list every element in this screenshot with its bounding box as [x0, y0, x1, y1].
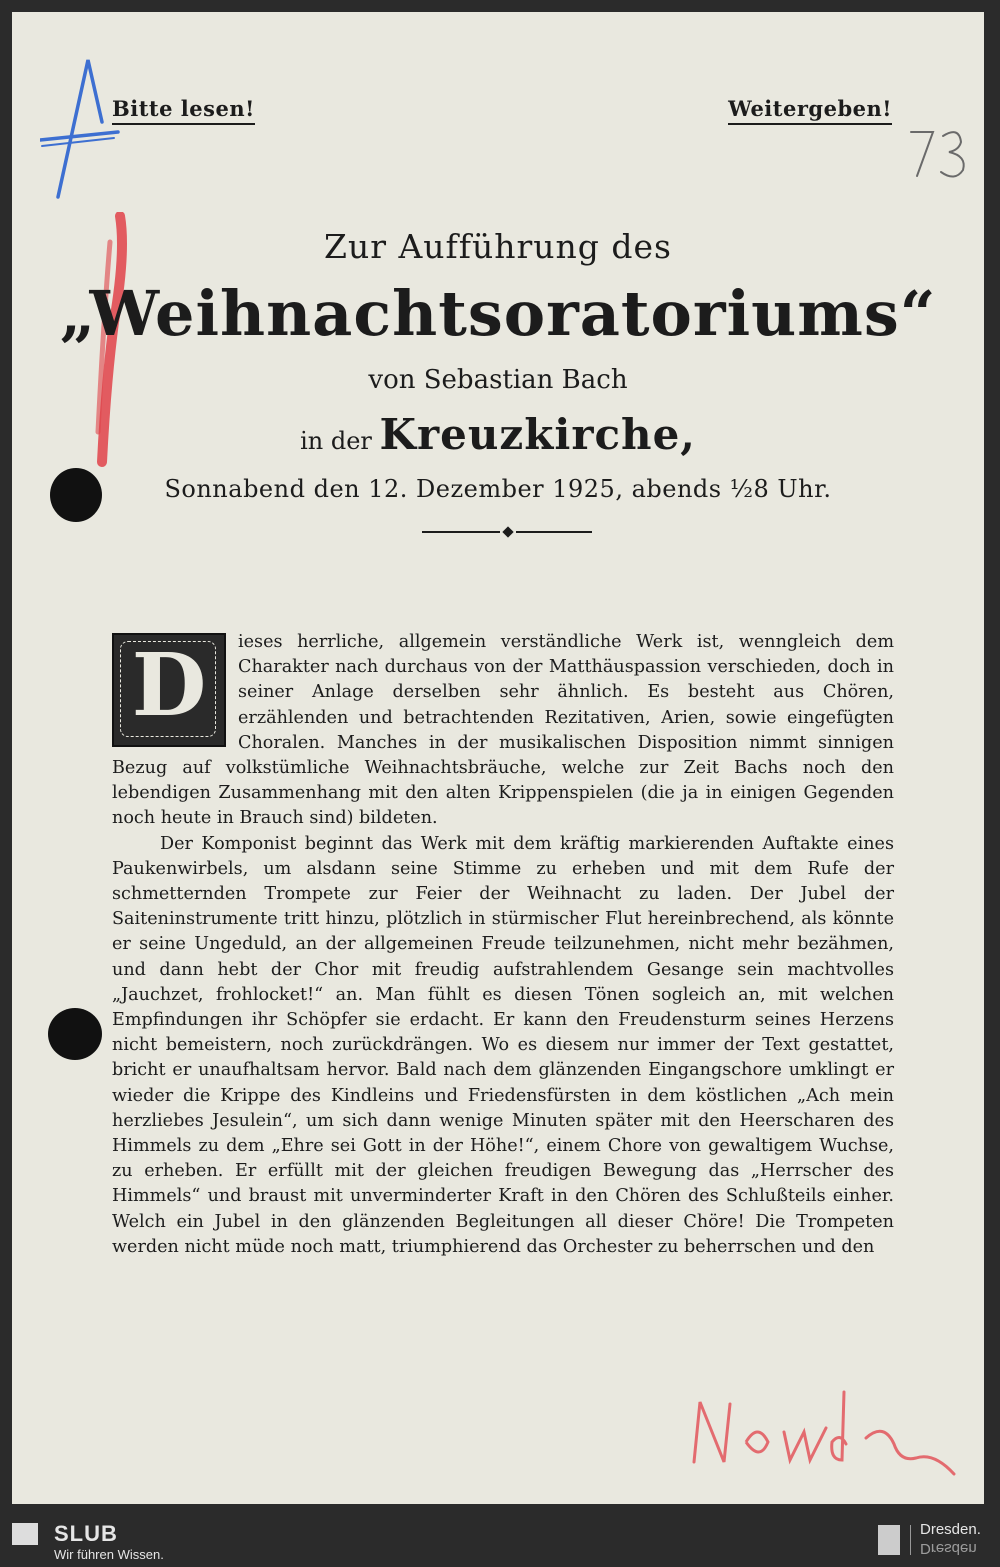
title-main: „Weihnachtsoratoriums“	[59, 277, 937, 350]
initial-letter: D	[131, 635, 207, 736]
footer-brand: SLUB	[54, 1521, 118, 1546]
title-date: Sonnabend den 12. Dezember 1925, abends ½8 Uhr.	[164, 475, 832, 503]
footer-tagline: Wir führen Wissen.	[54, 1547, 164, 1562]
red-pencil-signature	[680, 1382, 970, 1492]
paragraph-2: Der Komponist beginnt das Werk mit dem kräftig markierenden Auftakte eines Paukenwirbels, um alsdann seine Stimme zu erheben und mit dem Rufe der schmetternden Trompete zur Feier der Weihnacht zu laden. Der Jubel der Saiteninstrumente tritt hinzu, plötzlich in stürmischer Flut hereinbrechend, als könnte er seine Ungeduld, an der allgemeinen Freude teilzunehmen, nicht mehr bezähmen, und dann hebt der Chor mit freudig aufstrahlendem Gesange sein machtvolles „Jauchzet, frohlocket!“ an. Man fühlt es diesen Tönen sogleich an, mit welchen Empfindungen ihr Schöpfer sie erdacht. Er kann den Freudensturm seines Herzens nicht bemeistern, noch zurückdrängen. Wo es diesem nur immer der Text gestattet, bricht er unaufhaltsam hervor. Bald nach dem glänzenden Eingangschore umklingt er wieder die Krippe des Kindleins und Friedensfürsten in dem köstlichen „Ach mein herzliebes Jesulein“, um sich dann wenige Minuten später mit den Heerscharen des Himmels zu dem „Ehre sei Gott in der Höhe!“, einem Chore von gewaltigem Wuchse, zu erheben. Er erfüllt mit der gleichen freudigen Bewegung das „Herrscher des Himmels“ und braust mit unverminderter Kraft in den Chören des Schlußteils einher. Welch ein Jubel in den glänzenden Begleitungen all dieser Chöre! Die Trompeten werden nicht müde noch matt, triumphierend das Orchester zu beherrschen und den	[112, 833, 894, 1257]
title-line-1: Zur Aufführung des	[324, 227, 672, 266]
decorated-initial	[112, 633, 226, 747]
dresden-crest-icon	[878, 1525, 900, 1555]
ornamental-divider	[422, 525, 592, 539]
note-please-read: Bitte lesen!	[112, 96, 255, 125]
title-venue	[12, 410, 984, 459]
scan-frame-top	[0, 0, 1000, 12]
handwritten-a-mark	[40, 52, 120, 202]
footer-city-name: Dresden.	[920, 1521, 981, 1538]
footer-city	[920, 1521, 981, 1557]
document-page	[12, 12, 984, 1504]
note-pass-on: Weitergeben!	[728, 96, 892, 125]
footer-city-mirror: Dresden	[920, 1540, 977, 1557]
body-text	[112, 630, 894, 1260]
handwritten-sheet-number	[907, 124, 977, 184]
title-venue-name: Kreuzkirche,	[379, 410, 696, 459]
punch-hole-bottom	[48, 1008, 102, 1060]
paragraph-1	[112, 630, 894, 832]
footer-separator	[910, 1525, 911, 1555]
slub-logo-icon	[12, 1523, 38, 1545]
footer-bar	[0, 1517, 1000, 1567]
title-venue-prefix: in der	[300, 427, 372, 455]
title-composer: von Sebastian Bach	[368, 365, 628, 395]
paragraph-1-text: ieses herrliche, allgemein verständliche Werk ist, wenngleich dem Charakter nach durchaus von der Matthäuspassion verschieden, doch in seiner Anlage derselben sehr ähnlich. Es besteht aus Chören, erzählenden und betrachtenden Rezitativen, Arien, sowie eingefügten Choralen. Manches in der musikalischen Disposition nimmt sinnigen Bezug auf volkstümliche Weihnachtsbräuche, welche zur Zeit Bachs noch den lebendigen Zusammenhang mit den alten Krippenspielen (die ja in einigen Gegenden noch heute in Brauch sind) bildeten.	[112, 632, 894, 829]
